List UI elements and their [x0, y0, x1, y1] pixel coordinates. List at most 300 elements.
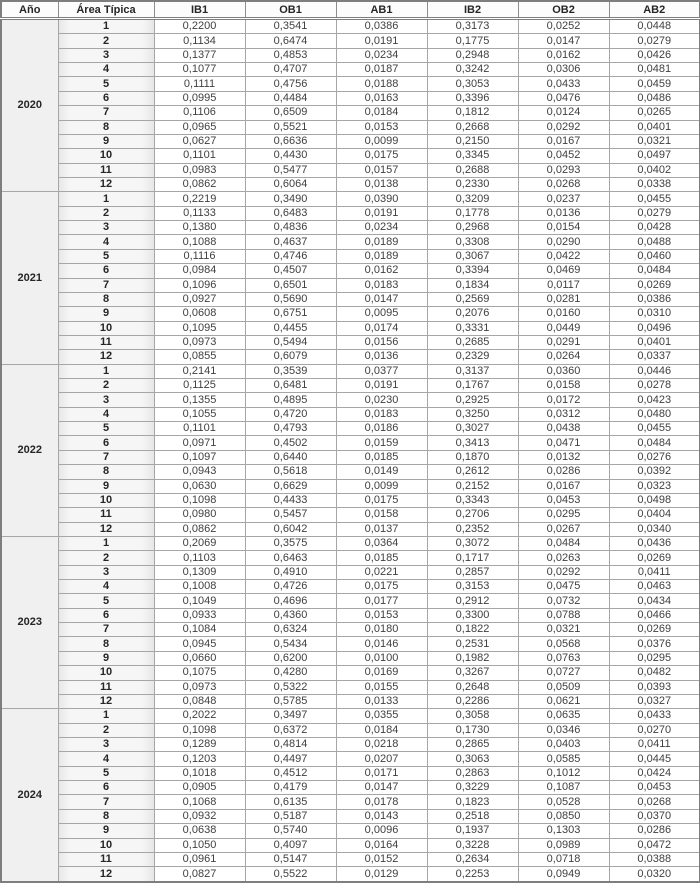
area-tipica-cell: 6	[58, 264, 154, 278]
table-row	[1, 19, 700, 34]
value-cell: 0,0449	[518, 321, 609, 335]
col-header-ab2: AB2	[609, 1, 700, 19]
value-cell: 0,2200	[154, 19, 245, 34]
value-cell: 0,0281	[518, 292, 609, 306]
value-cell: 0,0480	[609, 407, 700, 421]
value-cell: 0,3267	[427, 666, 518, 680]
value-cell: 0,3539	[245, 364, 336, 378]
value-cell: 0,5690	[245, 292, 336, 306]
year-cell: 2024	[1, 709, 58, 882]
value-cell: 0,0445	[609, 752, 700, 766]
value-cell: 0,2948	[427, 48, 518, 62]
table-row	[1, 235, 700, 249]
value-cell: 0,0162	[518, 48, 609, 62]
area-tipica-cell: 2	[58, 206, 154, 220]
value-cell: 0,3490	[245, 192, 336, 206]
value-cell: 0,6064	[245, 177, 336, 191]
value-cell: 0,1077	[154, 63, 245, 77]
value-cell: 0,1355	[154, 393, 245, 407]
table-row	[1, 350, 700, 364]
area-tipica-cell: 6	[58, 91, 154, 105]
value-cell: 0,0434	[609, 594, 700, 608]
table-row	[1, 738, 700, 752]
table-row	[1, 264, 700, 278]
value-cell: 0,3058	[427, 709, 518, 723]
value-cell: 0,0376	[609, 637, 700, 651]
area-tipica-cell: 4	[58, 580, 154, 594]
value-cell: 0,0346	[518, 723, 609, 737]
table-row	[1, 134, 700, 148]
value-cell: 0,1008	[154, 580, 245, 594]
value-cell: 0,0230	[336, 393, 427, 407]
value-cell: 0,6474	[245, 34, 336, 48]
value-cell: 0,0355	[336, 709, 427, 723]
area-tipica-cell: 4	[58, 235, 154, 249]
value-cell: 0,4430	[245, 149, 336, 163]
value-cell: 0,2076	[427, 307, 518, 321]
value-cell: 0,0927	[154, 292, 245, 306]
value-cell: 0,4512	[245, 766, 336, 780]
area-tipica-cell: 1	[58, 19, 154, 34]
value-cell: 0,0264	[518, 350, 609, 364]
value-cell: 0,0498	[609, 493, 700, 507]
value-cell: 0,0100	[336, 651, 427, 665]
value-cell: 0,0269	[609, 623, 700, 637]
value-cell: 0,1730	[427, 723, 518, 737]
table-row	[1, 666, 700, 680]
value-cell: 0,0153	[336, 120, 427, 134]
col-header-ib1: IB1	[154, 1, 245, 19]
table-row	[1, 594, 700, 608]
area-tipica-cell: 2	[58, 34, 154, 48]
value-cell: 0,3072	[427, 536, 518, 550]
area-tipica-cell: 9	[58, 479, 154, 493]
value-cell: 0,0178	[336, 795, 427, 809]
value-cell: 0,3250	[427, 407, 518, 421]
value-cell: 0,0278	[609, 379, 700, 393]
value-cell: 0,0370	[609, 809, 700, 823]
value-cell: 0,0460	[609, 249, 700, 263]
value-cell: 0,0638	[154, 824, 245, 838]
value-cell: 0,1055	[154, 407, 245, 421]
value-cell: 0,0160	[518, 307, 609, 321]
value-cell: 0,4433	[245, 493, 336, 507]
value-cell: 0,0276	[609, 450, 700, 464]
area-tipica-cell: 3	[58, 48, 154, 62]
value-cell: 0,0905	[154, 781, 245, 795]
value-cell: 0,0263	[518, 551, 609, 565]
table-row	[1, 838, 700, 852]
value-cell: 0,0850	[518, 809, 609, 823]
value-cell: 0,3300	[427, 608, 518, 622]
value-cell: 0,0411	[609, 738, 700, 752]
value-cell: 0,0191	[336, 206, 427, 220]
value-cell: 0,4746	[245, 249, 336, 263]
year-cell: 2023	[1, 536, 58, 708]
value-cell: 0,4179	[245, 781, 336, 795]
value-cell: 0,0497	[609, 149, 700, 163]
table-row	[1, 335, 700, 349]
value-cell: 0,6042	[245, 522, 336, 536]
value-cell: 0,0133	[336, 694, 427, 708]
area-tipica-cell: 6	[58, 781, 154, 795]
value-cell: 0,0136	[336, 350, 427, 364]
value-cell: 0,0137	[336, 522, 427, 536]
value-cell: 0,3229	[427, 781, 518, 795]
value-cell: 0,4836	[245, 221, 336, 235]
area-tipica-cell: 2	[58, 551, 154, 565]
value-cell: 0,0320	[609, 867, 700, 882]
value-cell: 0,0496	[609, 321, 700, 335]
value-cell: 0,0189	[336, 249, 427, 263]
table-row	[1, 221, 700, 235]
value-cell: 0,0146	[336, 637, 427, 651]
value-cell: 0,0252	[518, 19, 609, 34]
value-cell: 0,1088	[154, 235, 245, 249]
table-row	[1, 694, 700, 708]
value-cell: 0,0163	[336, 91, 427, 105]
area-tipica-cell: 11	[58, 163, 154, 177]
value-cell: 0,0943	[154, 465, 245, 479]
value-cell: 0,0269	[609, 278, 700, 292]
value-cell: 0,0183	[336, 407, 427, 421]
value-cell: 0,2022	[154, 709, 245, 723]
table-row	[1, 407, 700, 421]
value-cell: 0,5147	[245, 852, 336, 866]
value-cell: 0,6481	[245, 379, 336, 393]
value-cell: 0,0484	[609, 264, 700, 278]
value-cell: 0,0095	[336, 307, 427, 321]
table-row	[1, 766, 700, 780]
table-row	[1, 522, 700, 536]
value-cell: 0,0152	[336, 852, 427, 866]
value-cell: 0,4455	[245, 321, 336, 335]
value-cell: 0,0933	[154, 608, 245, 622]
value-cell: 0,0459	[609, 77, 700, 91]
value-cell: 0,0237	[518, 192, 609, 206]
value-cell: 0,1870	[427, 450, 518, 464]
value-cell: 0,3575	[245, 536, 336, 550]
area-tipica-cell: 4	[58, 752, 154, 766]
value-cell: 0,1098	[154, 493, 245, 507]
value-cell: 0,0291	[518, 335, 609, 349]
value-cell: 0,0422	[518, 249, 609, 263]
area-tipica-cell: 10	[58, 493, 154, 507]
value-cell: 0,0158	[336, 508, 427, 522]
value-cell: 0,0528	[518, 795, 609, 809]
value-cell: 0,0337	[609, 350, 700, 364]
value-cell: 0,6324	[245, 623, 336, 637]
value-cell: 0,0234	[336, 48, 427, 62]
area-tipica-cell: 7	[58, 623, 154, 637]
value-cell: 0,0488	[609, 235, 700, 249]
area-tipica-cell: 9	[58, 824, 154, 838]
value-cell: 0,1822	[427, 623, 518, 637]
area-tipica-cell: 6	[58, 608, 154, 622]
value-cell: 0,0453	[609, 781, 700, 795]
year-cell: 2020	[1, 19, 58, 192]
table-row	[1, 206, 700, 220]
area-tipica-cell: 10	[58, 149, 154, 163]
value-cell: 0,2219	[154, 192, 245, 206]
value-cell: 0,2141	[154, 364, 245, 378]
value-cell: 0,0321	[609, 134, 700, 148]
value-cell: 0,0455	[609, 192, 700, 206]
area-tipica-cell: 6	[58, 436, 154, 450]
area-tipica-cell: 3	[58, 221, 154, 235]
table-row	[1, 249, 700, 263]
value-cell: 0,2518	[427, 809, 518, 823]
value-cell: 0,6629	[245, 479, 336, 493]
value-cell: 0,1095	[154, 321, 245, 335]
table-row	[1, 809, 700, 823]
value-cell: 0,5740	[245, 824, 336, 838]
value-cell: 0,0402	[609, 163, 700, 177]
value-cell: 0,4497	[245, 752, 336, 766]
value-cell: 0,0132	[518, 450, 609, 464]
value-cell: 0,1012	[518, 766, 609, 780]
value-cell: 0,0983	[154, 163, 245, 177]
area-tipica-cell: 7	[58, 278, 154, 292]
value-cell: 0,0471	[518, 436, 609, 450]
table-row	[1, 379, 700, 393]
value-cell: 0,4793	[245, 422, 336, 436]
value-cell: 0,0207	[336, 752, 427, 766]
area-tipica-cell: 8	[58, 292, 154, 306]
value-cell: 0,0971	[154, 436, 245, 450]
value-cell: 0,4814	[245, 738, 336, 752]
value-cell: 0,0433	[518, 77, 609, 91]
value-cell: 0,0099	[336, 479, 427, 493]
value-cell: 0,2968	[427, 221, 518, 235]
table-row	[1, 723, 700, 737]
value-cell: 0,6372	[245, 723, 336, 737]
value-cell: 0,3396	[427, 91, 518, 105]
value-cell: 0,0143	[336, 809, 427, 823]
area-tipica-cell: 7	[58, 795, 154, 809]
area-tipica-cell: 3	[58, 393, 154, 407]
value-cell: 0,1096	[154, 278, 245, 292]
area-tipica-cell: 12	[58, 694, 154, 708]
value-cell: 0,0306	[518, 63, 609, 77]
value-cell: 0,0484	[609, 436, 700, 450]
value-cell: 0,0185	[336, 551, 427, 565]
value-cell: 0,0292	[518, 565, 609, 579]
table-row	[1, 508, 700, 522]
value-cell: 0,0718	[518, 852, 609, 866]
value-cell: 0,0177	[336, 594, 427, 608]
table-row	[1, 824, 700, 838]
value-cell: 0,2330	[427, 177, 518, 191]
value-cell: 0,2531	[427, 637, 518, 651]
value-cell: 0,0660	[154, 651, 245, 665]
value-cell: 0,0475	[518, 580, 609, 594]
value-cell: 0,0180	[336, 623, 427, 637]
value-cell: 0,0392	[609, 465, 700, 479]
table-row	[1, 120, 700, 134]
table-row	[1, 149, 700, 163]
value-cell: 0,5322	[245, 680, 336, 694]
value-cell: 0,0153	[336, 608, 427, 622]
value-cell: 0,4502	[245, 436, 336, 450]
table-row	[1, 48, 700, 62]
value-cell: 0,0621	[518, 694, 609, 708]
value-cell: 0,1049	[154, 594, 245, 608]
value-cell: 0,6200	[245, 651, 336, 665]
value-cell: 0,0186	[336, 422, 427, 436]
value-cell: 0,0426	[609, 48, 700, 62]
value-cell: 0,3027	[427, 422, 518, 436]
value-cell: 0,1380	[154, 221, 245, 235]
value-cell: 0,0788	[518, 608, 609, 622]
value-cell: 0,0184	[336, 106, 427, 120]
area-tipica-cell: 11	[58, 852, 154, 866]
value-cell: 0,6079	[245, 350, 336, 364]
value-cell: 0,0585	[518, 752, 609, 766]
value-cell: 0,3242	[427, 63, 518, 77]
value-cell: 0,0279	[609, 206, 700, 220]
value-cell: 0,4726	[245, 580, 336, 594]
value-cell: 0,4507	[245, 264, 336, 278]
table-row	[1, 580, 700, 594]
table-header	[1, 1, 700, 19]
value-cell: 0,0732	[518, 594, 609, 608]
value-cell: 0,0763	[518, 651, 609, 665]
value-cell: 0,0218	[336, 738, 427, 752]
value-cell: 0,0312	[518, 407, 609, 421]
area-tipica-cell: 3	[58, 738, 154, 752]
value-cell: 0,0608	[154, 307, 245, 321]
area-tipica-cell: 11	[58, 508, 154, 522]
value-cell: 0,1111	[154, 77, 245, 91]
value-cell: 0,2668	[427, 120, 518, 134]
value-cell: 0,0436	[609, 536, 700, 550]
value-cell: 0,1717	[427, 551, 518, 565]
value-cell: 0,1098	[154, 723, 245, 737]
value-cell: 0,5434	[245, 637, 336, 651]
value-cell: 0,0995	[154, 91, 245, 105]
value-cell: 0,0455	[609, 422, 700, 436]
value-cell: 0,6751	[245, 307, 336, 321]
value-cell: 0,1834	[427, 278, 518, 292]
value-cell: 0,2912	[427, 594, 518, 608]
area-tipica-cell: 8	[58, 465, 154, 479]
area-tipica-cell: 9	[58, 307, 154, 321]
area-tipica-cell: 10	[58, 321, 154, 335]
value-cell: 0,1106	[154, 106, 245, 120]
table-row	[1, 307, 700, 321]
area-tipica-cell: 1	[58, 364, 154, 378]
value-cell: 0,1133	[154, 206, 245, 220]
value-cell: 0,0124	[518, 106, 609, 120]
value-cell: 0,3308	[427, 235, 518, 249]
value-cell: 0,3053	[427, 77, 518, 91]
value-cell: 0,1101	[154, 422, 245, 436]
value-cell: 0,4720	[245, 407, 336, 421]
value-cell: 0,0390	[336, 192, 427, 206]
table-row	[1, 436, 700, 450]
value-cell: 0,0973	[154, 680, 245, 694]
value-cell: 0,2648	[427, 680, 518, 694]
value-cell: 0,0162	[336, 264, 427, 278]
value-cell: 0,0961	[154, 852, 245, 866]
value-cell: 0,0185	[336, 450, 427, 464]
value-cell: 0,0191	[336, 34, 427, 48]
value-cell: 0,1087	[518, 781, 609, 795]
value-cell: 0,2329	[427, 350, 518, 364]
value-cell: 0,0310	[609, 307, 700, 321]
value-cell: 0,4637	[245, 235, 336, 249]
value-cell: 0,0172	[518, 393, 609, 407]
area-tipica-cell: 10	[58, 666, 154, 680]
area-tipica-cell: 4	[58, 407, 154, 421]
value-cell: 0,0338	[609, 177, 700, 191]
table-row	[1, 479, 700, 493]
value-cell: 0,2152	[427, 479, 518, 493]
value-cell: 0,6135	[245, 795, 336, 809]
value-cell: 0,0189	[336, 235, 427, 249]
value-cell: 0,0386	[336, 19, 427, 34]
area-tipica-cell: 9	[58, 651, 154, 665]
value-cell: 0,3541	[245, 19, 336, 34]
value-cell: 0,1125	[154, 379, 245, 393]
area-tipica-cell: 11	[58, 335, 154, 349]
table-row	[1, 608, 700, 622]
value-cell: 0,0279	[609, 34, 700, 48]
value-cell: 0,2069	[154, 536, 245, 550]
value-cell: 0,4910	[245, 565, 336, 579]
value-cell: 0,4756	[245, 77, 336, 91]
table-body	[1, 19, 700, 883]
value-cell: 0,0388	[609, 852, 700, 866]
value-cell: 0,3153	[427, 580, 518, 594]
area-tipica-cell: 5	[58, 422, 154, 436]
value-cell: 0,0973	[154, 335, 245, 349]
value-cell: 0,0286	[609, 824, 700, 838]
area-tipica-cell: 8	[58, 809, 154, 823]
value-cell: 0,1289	[154, 738, 245, 752]
value-cell: 0,1778	[427, 206, 518, 220]
table-row	[1, 565, 700, 579]
area-tipica-cell: 9	[58, 134, 154, 148]
value-cell: 0,0411	[609, 565, 700, 579]
table-row	[1, 795, 700, 809]
value-cell: 0,0295	[609, 651, 700, 665]
value-cell: 0,5494	[245, 335, 336, 349]
value-cell: 0,1937	[427, 824, 518, 838]
value-cell: 0,0191	[336, 379, 427, 393]
area-tipica-cell: 12	[58, 522, 154, 536]
value-cell: 0,5785	[245, 694, 336, 708]
table-row	[1, 91, 700, 105]
value-cell: 0,5457	[245, 508, 336, 522]
col-header-ab1: AB1	[336, 1, 427, 19]
table-row	[1, 536, 700, 550]
value-cell: 0,0340	[609, 522, 700, 536]
value-cell: 0,1050	[154, 838, 245, 852]
value-cell: 0,0635	[518, 709, 609, 723]
value-cell: 0,0234	[336, 221, 427, 235]
value-cell: 0,2352	[427, 522, 518, 536]
value-cell: 0,0476	[518, 91, 609, 105]
value-cell: 0,0175	[336, 580, 427, 594]
value-cell: 0,2925	[427, 393, 518, 407]
value-cell: 0,1309	[154, 565, 245, 579]
col-header-ob1: OB1	[245, 1, 336, 19]
area-tipica-cell: 2	[58, 379, 154, 393]
table-row	[1, 163, 700, 177]
col-header-ob2: OB2	[518, 1, 609, 19]
